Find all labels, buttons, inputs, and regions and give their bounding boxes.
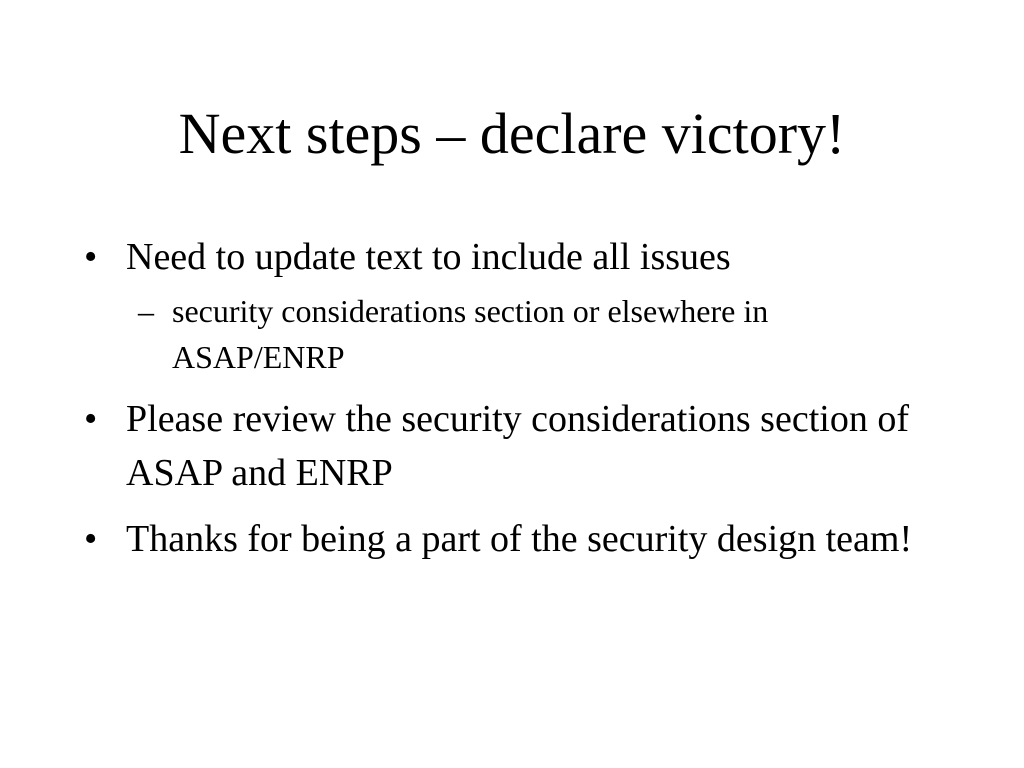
bullet-dot-icon: • bbox=[84, 236, 98, 278]
bullet-list bbox=[84, 230, 944, 566]
bullet-dot-icon: • bbox=[84, 398, 98, 440]
slide-title: Next steps – declare victory! bbox=[178, 101, 846, 166]
sub-bullet-item bbox=[138, 288, 944, 380]
dash-icon: – bbox=[138, 293, 154, 329]
sub-bullet-text: security considerations section or elsewhere in ASAP/ENRP bbox=[172, 293, 769, 375]
bullet-dot-icon: • bbox=[84, 518, 98, 560]
bullet-item bbox=[84, 512, 944, 566]
bullet-item bbox=[84, 392, 944, 500]
bullet-text: Need to update text to include all issues bbox=[126, 236, 731, 278]
bullet-text: Please review the security considerations section of ASAP and ENRP bbox=[126, 398, 909, 494]
bullet-item bbox=[84, 230, 944, 284]
bullet-text: Thanks for being a part of the security design team! bbox=[126, 518, 913, 560]
